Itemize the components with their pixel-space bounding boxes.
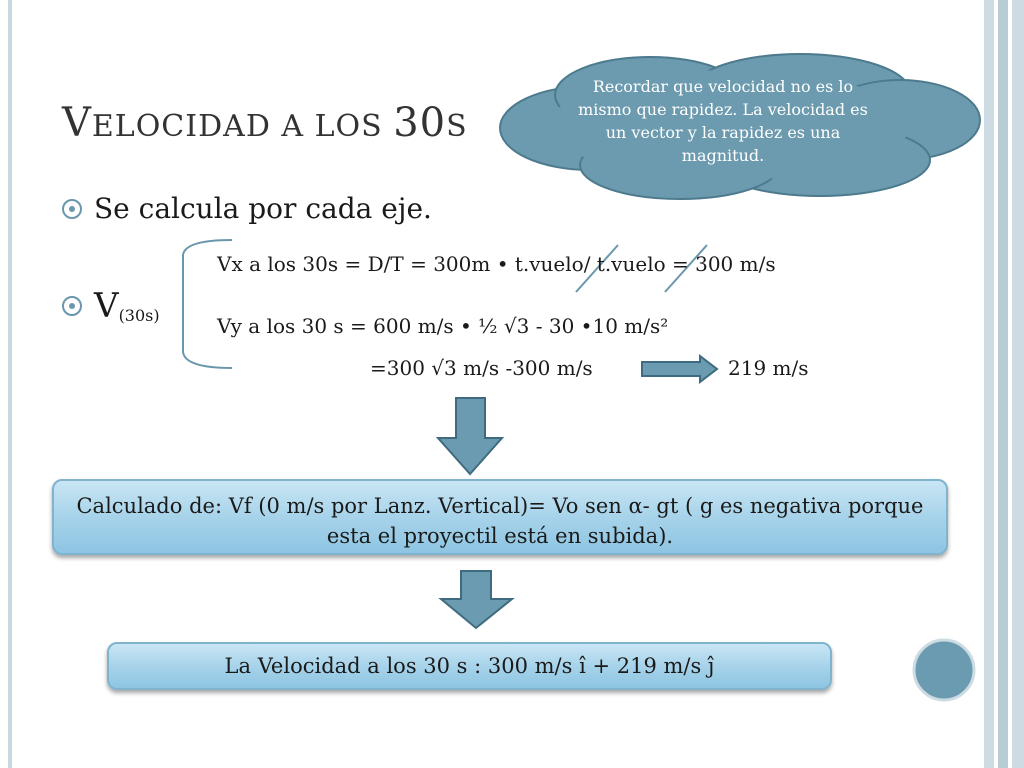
bullet-icon xyxy=(62,199,82,219)
bullet-text: Se calcula por cada eje. xyxy=(94,192,432,225)
title-number: 30 xyxy=(393,100,447,146)
down-arrow-icon xyxy=(438,398,502,474)
equation-vy-result: =300 √3 m/s -300 m/s xyxy=(370,356,593,380)
equation-vy: Vy a los 30 s = 600 m/s • ½ √3 - 30 •10 m/s² xyxy=(217,314,669,338)
down-arrow-icon xyxy=(441,571,512,628)
bullet-item xyxy=(62,192,432,225)
result-box: La Velocidad a los 30 s : 300 m/s î + 219 m/s ĵ xyxy=(107,642,832,690)
bullet-subscript: (30s) xyxy=(118,306,160,325)
title-suffix: S xyxy=(446,109,468,144)
bullet-text: $V_{(30s)}$ xyxy=(94,286,160,326)
equation-vx: Vx a los 30s = D/T = 300m • t.vuelo/ t.vuelo = 300 m/s xyxy=(217,252,776,276)
equation-vy-final: 219 m/s xyxy=(728,356,809,380)
title-rest: ELOCIDAD A LOS xyxy=(91,109,394,144)
cloud-note: Recordar que velocidad no es lo mismo que rapidez. La velocidad es un vector y la rapidez es una magnitud. xyxy=(578,77,868,165)
calculation-note-box: Calculado de: Vf (0 m/s por Lanz. Vertical)= Vo sen α- gt ( g es negativa porque esta el proyectil está en subida). xyxy=(52,479,948,555)
bullet-icon xyxy=(62,296,82,316)
page-title xyxy=(62,100,468,146)
title-initial: V xyxy=(62,100,92,146)
right-arrow-icon xyxy=(642,356,717,382)
bullet-item xyxy=(62,286,160,326)
decorative-circle xyxy=(914,640,974,700)
